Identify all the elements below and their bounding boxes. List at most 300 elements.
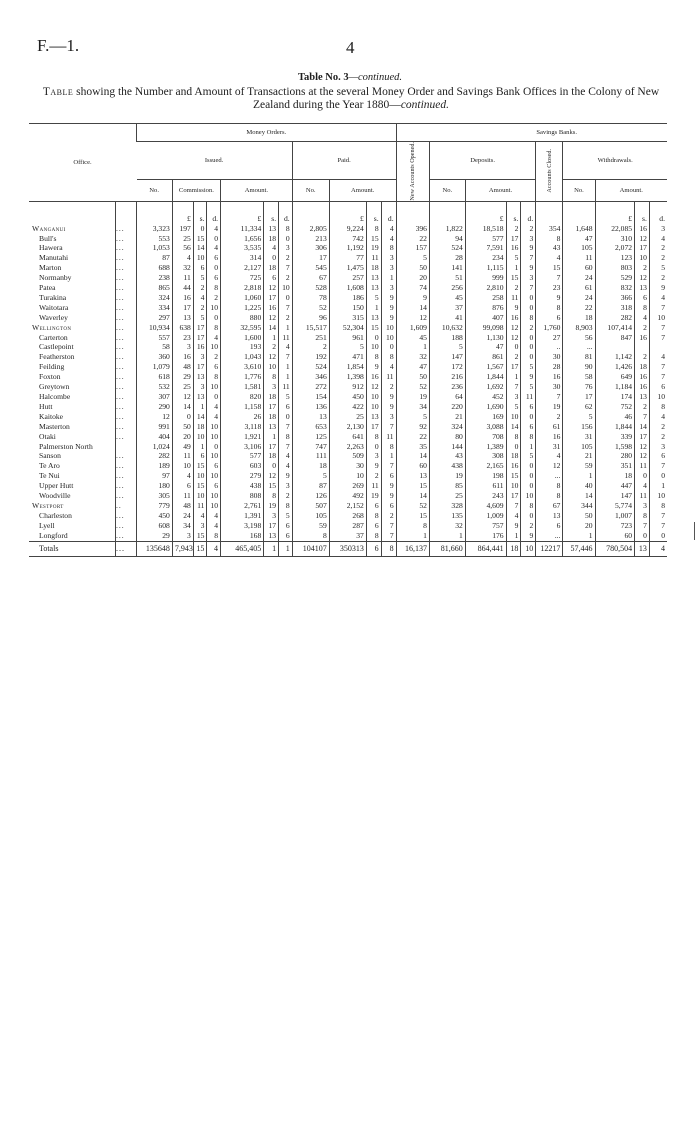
cell: 282 [137,451,173,461]
page-reference: F.—1. [37,36,80,55]
cell: 1 [506,372,521,382]
cell: 8 [536,491,563,501]
cell: 52 [396,382,429,392]
cell: 77 [329,253,366,263]
cell: 13 [635,541,650,556]
paid-amount-header: Amount. [329,179,396,201]
cell: 9 [506,303,521,313]
cell: 16 [172,293,193,303]
office-name: Featherston [39,352,75,362]
issued-header: Issued. [137,142,293,180]
cell: 17 [193,323,207,333]
cell: 11 [366,253,381,263]
cell: 4 [264,243,279,253]
cell: 11 [279,333,293,343]
cell: 1,389 [465,442,506,452]
cell: 11 [635,491,650,501]
cell: 15 [506,273,521,283]
cell: 3,323 [137,224,173,234]
cell: 4 [172,471,193,481]
cell: 150 [329,303,366,313]
cell: 4 [193,293,207,303]
cell: 48 [172,362,193,372]
savings-banks-header: Savings Banks. [396,124,667,142]
cell: 67 [536,501,563,511]
cell: 16 [506,313,521,323]
cell: 1 [649,481,667,491]
cell: 10 [381,323,396,333]
cell: 44 [172,283,193,293]
cell: 653 [292,422,329,432]
cell: 407 [465,313,506,323]
cell: 6 [521,422,536,432]
cell: 4 [649,293,667,303]
cell: 13 [264,224,279,234]
cell: ... [563,342,595,352]
cell: 135 [429,511,465,521]
cell: 56 [563,333,595,343]
cell: 23 [536,283,563,293]
cell: 9 [381,293,396,303]
office-name: Upper Hutt [39,481,74,491]
leader-dots: ... [116,224,137,234]
caption-text: showing the Number and Amount of Transactions at the several Money Order and Savings Bank Offices in the Colony of New Zealand during the Year 1880— [73,86,660,111]
cell: 2 [649,253,667,263]
cell: 2 [366,471,381,481]
cell: 251 [292,333,329,343]
cell: 13 [635,283,650,293]
cell: 13 [366,283,381,293]
cell: 188 [429,333,465,343]
cell: 10 [172,461,193,471]
cell: 15 [506,471,521,481]
table-row [29,263,667,273]
cell: 5 [506,402,521,412]
cell: 7,943 [172,541,193,556]
cell: 396 [396,224,429,234]
cell: 50 [396,372,429,382]
cell: 125 [292,432,329,442]
cell: 509 [329,451,366,461]
cell: 1,581 [221,382,264,392]
cell: 6 [381,501,396,511]
cell: 5 [649,263,667,273]
cell: 16 [193,342,207,352]
cell: 0 [506,442,521,452]
office-name: Marton [39,263,62,273]
office-name: Otaki [39,431,56,441]
cell: 999 [465,273,506,283]
cell: 10,632 [429,323,465,333]
cell: 641 [329,432,366,442]
cell: 4 [207,224,221,234]
office-name: Sanson [39,451,61,461]
table-row [29,382,667,392]
cell: 290 [137,402,173,412]
cell: 4 [381,234,396,244]
cell: 1,692 [465,382,506,392]
leader-dots: ... [116,293,137,303]
cell: 14 [396,491,429,501]
leader-dots: ... [116,323,137,333]
cell: 12 [635,234,650,244]
leader-dots: ... [116,461,137,471]
cell: 11 [381,432,396,442]
table-row [29,273,667,283]
cell: 14 [264,323,279,333]
cell: 3,198 [221,521,264,531]
cell: 105 [292,511,329,521]
leader-dots: ... [116,263,137,273]
cell: 11 [366,481,381,491]
cell: 4 [207,521,221,531]
cell: 11 [172,451,193,461]
cell: 4 [506,511,521,521]
cell: 8 [381,243,396,253]
cell: 8 [536,481,563,491]
cell: 186 [329,293,366,303]
office-name: Castlepoint [39,342,74,352]
cell: 6 [649,451,667,461]
cell: 18 [264,234,279,244]
cell: 2 [207,293,221,303]
cell: 59 [292,521,329,531]
table-row [29,442,667,452]
cell: 3 [521,273,536,283]
caption-word: Table [42,86,74,98]
leader-dots: ... [116,382,137,392]
cell: 8 [536,234,563,244]
cell: 9 [381,491,396,501]
cell: 105 [563,442,595,452]
cell: 507 [292,501,329,511]
cell: 9 [381,481,396,491]
pound-sign: £ [360,213,364,223]
leader-dots: ... [116,531,137,541]
cell: 5 [279,511,293,521]
cell: 257 [329,273,366,283]
cell: 8 [635,511,650,521]
cell: 11 [521,392,536,402]
cell: 18 [264,263,279,273]
withdrawals-header: Withdrawals. [563,142,667,180]
cell: 528 [292,283,329,293]
cell: 280 [595,451,635,461]
leader-dots: ... [116,422,137,432]
cell: 0 [264,253,279,263]
table-row [29,253,667,263]
cell: 32,595 [221,323,264,333]
cell: 7 [649,461,667,471]
cell: 17 [264,402,279,412]
cell: 725 [221,273,264,283]
cell: 1,776 [221,372,264,382]
cell: 17 [193,333,207,343]
cell: 13 [193,392,207,402]
cell: 2 [381,511,396,521]
cell: 10 [649,313,667,323]
office-name: Longford [39,530,68,540]
cell: 19 [396,392,429,402]
cell: 0 [521,333,536,343]
cell: 861 [465,352,506,362]
cell: 189 [137,461,173,471]
office-name: Bull's [39,233,57,243]
cell: 7 [381,461,396,471]
cell: 4 [207,511,221,521]
table-row [29,521,667,531]
cell: 12217 [536,541,563,556]
cell: 238 [137,273,173,283]
cell: 2 [506,352,521,362]
table-row [29,362,667,372]
cell: 15 [193,481,207,491]
leader-dots: ... [116,234,137,244]
cell: 20 [172,432,193,442]
cell: 67 [292,273,329,283]
cell: 16 [366,372,381,382]
cell: 25 [329,412,366,422]
cell: 803 [595,263,635,273]
cell: 2 [264,342,279,352]
cell: 1,656 [221,234,264,244]
cell: 307 [137,392,173,402]
cell: 9 [366,461,381,471]
cell: 3 [279,243,293,253]
cell: 1,142 [595,352,635,362]
cell: 1 [279,541,293,556]
cell: 30 [536,352,563,362]
cell: 3,535 [221,243,264,253]
cell: 7 [279,303,293,313]
cell: 324 [137,293,173,303]
cell: 10 [207,501,221,511]
currency-units-row [29,201,667,224]
cell: 6 [193,451,207,461]
pound-sign: £ [628,213,633,223]
cell: 0 [506,342,521,352]
cell: 92 [396,422,429,432]
cell: 524 [292,362,329,372]
cell: 32 [172,263,193,273]
cell: 10 [366,392,381,402]
cell: 60 [595,531,635,541]
cell: 1 [279,362,293,372]
cell: 12 [536,461,563,471]
table-row [29,412,667,422]
cell: 2 [292,342,329,352]
cell: 12 [635,273,650,283]
cell: 4 [649,541,667,556]
cell: 12 [264,471,279,481]
cell: 43 [429,451,465,461]
cell: 147 [595,491,635,501]
cell: 4 [635,481,650,491]
cell: 1,567 [465,362,506,372]
cell: 2 [521,224,536,234]
cell: 3 [521,234,536,244]
cell: 3 [635,501,650,511]
paid-no-header: No. [292,179,329,201]
cell: 1,225 [221,303,264,313]
table-row [29,501,667,511]
cell: 780,504 [595,541,635,556]
cell: 1 [563,531,595,541]
leader-dots: ... [116,511,137,521]
cell: 24 [563,293,595,303]
cell: 10 [506,412,521,422]
cell: 15 [264,481,279,491]
cell: 3 [381,412,396,422]
cell: 2 [649,243,667,253]
cell: 17 [366,422,381,432]
cell [649,342,667,352]
cell: 3 [506,392,521,402]
cell: 46 [595,412,635,422]
cell: 12 [506,323,521,333]
cell: 18 [264,392,279,402]
cell: 1,609 [396,323,429,333]
cell: .. [536,342,563,352]
cell: 16 [635,372,650,382]
cell: 2,130 [329,422,366,432]
cell: 0 [521,481,536,491]
leader-dots: ... [116,352,137,362]
cell: 8 [635,303,650,313]
cell: 6 [536,521,563,531]
cell: 779 [137,501,173,511]
cell: 0 [521,412,536,422]
leader-dots: ... [116,333,137,343]
cell: 1,043 [221,352,264,362]
office-name: Te Aro [39,461,60,471]
cell: 306 [292,243,329,253]
cell: 6 [193,263,207,273]
cell: 1 [563,471,595,481]
cell: 305 [137,491,173,501]
margin-mark [694,522,695,540]
cell: 17 [563,392,595,402]
shillings-sign: s. [642,213,647,223]
cell: 4 [207,541,221,556]
cell: 334 [137,303,173,313]
cell: 16 [635,382,650,392]
cell: 608 [137,521,173,531]
cell: 649 [595,372,635,382]
cell: 1 [521,442,536,452]
cell: 752 [595,402,635,412]
office-name: Feilding [39,362,65,372]
cell: 1 [381,273,396,283]
cell: 3 [172,531,193,541]
pound-sign: £ [257,213,262,223]
cell: 1,130 [465,333,506,343]
cell: 12 [635,442,650,452]
cell: 6 [279,531,293,541]
cell: 11 [172,491,193,501]
table-row [29,481,667,491]
cell: 864,441 [465,541,506,556]
cell [635,342,650,352]
cell: 96 [292,313,329,323]
cell: 2 [279,491,293,501]
cell: 10 [207,303,221,313]
cell: 1 [366,303,381,313]
cell: 0 [366,442,381,452]
cell: 19 [429,471,465,481]
cell: 7 [279,442,293,452]
cell: 2 [279,313,293,323]
cell: 20 [396,273,429,283]
cell: 16 [536,372,563,382]
cell: 25 [429,491,465,501]
cell: 450 [329,392,366,402]
cell: 19 [366,243,381,253]
cell: 8 [381,442,396,452]
cell: 346 [292,372,329,382]
cell: 13 [536,511,563,521]
cell: 47 [563,234,595,244]
money-orders-header: Money Orders. [137,124,397,142]
cell: 60 [396,461,429,471]
cell: 4 [536,253,563,263]
cell: 3 [381,263,396,273]
cell: 7 [279,352,293,362]
cell: 6 [635,293,650,303]
cell: 15 [396,481,429,491]
cell: 1,921 [221,432,264,442]
cell: 1 [193,442,207,452]
cell: 5 [429,342,465,352]
cell: 60 [563,263,595,273]
cell: 6 [366,541,381,556]
cell: 6 [207,253,221,263]
cell: 0 [279,293,293,303]
cell: 0 [635,471,650,481]
cell: 10 [207,471,221,481]
cell: 22 [563,303,595,313]
table-row [29,432,667,442]
cell: 47 [396,362,429,372]
cell: 880 [221,313,264,323]
cell: 7 [279,263,293,273]
cell: 2 [536,412,563,422]
cell: 0 [264,461,279,471]
cell: 43 [536,243,563,253]
cell: 156 [563,422,595,432]
cell: 56 [172,243,193,253]
cell: 76 [563,382,595,392]
cell: 13 [264,422,279,432]
cell: 339 [595,432,635,442]
cell: 268 [329,511,366,521]
cell: 18 [563,313,595,323]
pence-sign: d. [212,213,219,223]
leader-dots: ... [116,313,137,323]
cell: 11 [172,273,193,283]
table-number [0,72,700,83]
cell: 7,591 [465,243,506,253]
cell: 7 [381,422,396,432]
new-accounts-label: New Accounts Opened. [409,142,417,201]
leader-dots: ... [116,451,137,461]
cell: 37 [329,531,366,541]
office-name: Manutahi [39,253,69,263]
cell: 8 [207,372,221,382]
cell: 2 [521,323,536,333]
cell: 1,822 [429,224,465,234]
cell: 0 [279,234,293,244]
